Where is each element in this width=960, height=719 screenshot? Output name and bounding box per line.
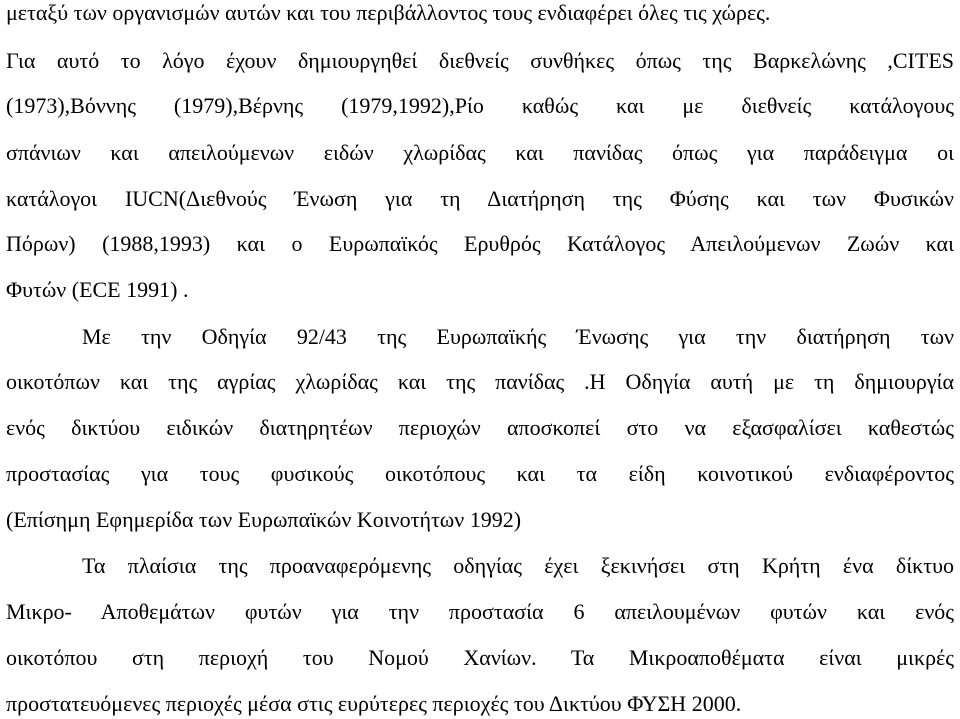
text-line: ενός δικτύου ειδικών διατηρητέων περιοχών αποσκοπεί στο να εξασφαλίσει καθεστώς <box>6 415 954 440</box>
text-line: μεταξύ των οργανισμών αυτών και του περιβάλλοντος τους ενδιαφέρει όλες τις χώρες. <box>6 0 771 25</box>
text-line: προστασίας για τους φυσικούς οικοτόπους και τα είδη κοινοτικού ενδιαφέροντος <box>6 461 954 486</box>
text-line: (1973),Βόννης (1979),Βέρνης (1979,1992),Ρίο καθώς και με διεθνείς κατάλογους <box>6 93 954 118</box>
paragraph-first-line: Με την Οδηγία 92/43 της Ευρωπαϊκής Ένωσης για την διατήρηση των <box>82 324 954 349</box>
text-line: προστατευόμενες περιοχές μέσα στις ευρύτερες περιοχές του Δικτύου ΦΥΣΗ 2000. <box>6 691 742 716</box>
text-line: Φυτών (ECE 1991) . <box>6 277 189 302</box>
text-line: Μικρο- Αποθεμάτων φυτών για την προστασία 6 απειλουμένων φυτών και ενός <box>6 599 954 624</box>
text-line: οικοτόπων και της αγρίας χλωρίδας και της πανίδας .Η Οδηγία αυτή με τη δημιουργία <box>6 369 954 394</box>
text-line: κατάλογοι IUCN(Διεθνούς Ένωση για τη Διατήρηση της Φύσης και των Φυσικών <box>6 186 954 211</box>
paragraph-first-line: Τα πλαίσια της προαναφερόμενης οδηγίας έχει ξεκινήσει στη Κρήτη ένα δίκτυο <box>82 553 954 578</box>
text-line: σπάνιων και απειλούμενων ειδών χλωρίδας και πανίδας όπως για παράδειγμα οι <box>6 140 954 165</box>
text-line: οικοτόπου στη περιοχή του Νομού Χανίων. Τα Μικροαποθέματα είναι μικρές <box>6 645 954 670</box>
text-line: Για αυτό το λόγο έχουν δημιουργηθεί διεθνείς συνθήκες όπως της Βαρκελώνης ,CITES <box>6 48 954 73</box>
text-line: Πόρων) (1988,1993) και ο Ευρωπαϊκός Ερυθρός Κατάλογος Απειλούμενων Ζωών και <box>6 231 954 256</box>
text-line: (Επίσημη Εφημερίδα των Ευρωπαϊκών Κοινοτήτων 1992) <box>6 507 522 532</box>
